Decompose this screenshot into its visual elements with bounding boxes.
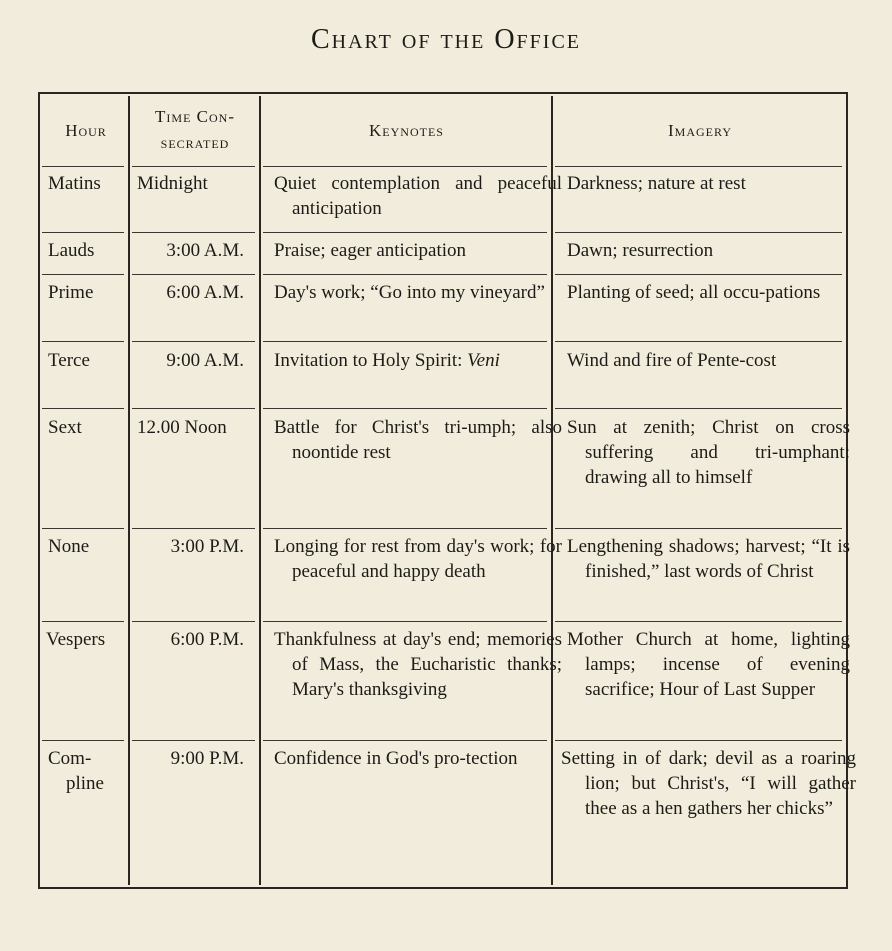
row-separator-line bbox=[42, 341, 124, 342]
row-separator-line bbox=[263, 166, 547, 167]
row-none-hour: None bbox=[48, 536, 90, 557]
row-terce-keynotes bbox=[274, 348, 562, 373]
row-prime-keynotes: Day's work; “Go into my vineyard” bbox=[274, 282, 545, 303]
header-imagery: Imagery bbox=[667, 121, 732, 140]
row-separator-line bbox=[42, 274, 124, 275]
row-separator-line bbox=[263, 621, 547, 622]
row-vespers-time: 6:00 P.M. bbox=[170, 629, 244, 650]
row-separator-line bbox=[555, 341, 842, 342]
row-matins-imagery: Darkness; nature at rest bbox=[567, 173, 746, 194]
row-separator-line bbox=[42, 408, 124, 409]
row-separator-line bbox=[132, 341, 255, 342]
row-prime-hour: Prime bbox=[48, 282, 94, 303]
row-compline-hour-line1: Com- bbox=[48, 748, 92, 769]
row-sext-imagery: Sun at zenith; Christ on cross suffering and tri-umphant: drawing all to himself bbox=[567, 417, 850, 488]
row-prime-imagery: Planting of seed; all occu-pations bbox=[567, 282, 821, 303]
row-separator-line bbox=[132, 232, 255, 233]
row-sext-keynotes: Battle for Christ's tri-umph; also noontide rest bbox=[274, 417, 562, 463]
row-terce-time: 9:00 A.M. bbox=[166, 350, 244, 371]
column-divider-1 bbox=[128, 96, 130, 885]
row-sext-time: 12.00 Noon bbox=[137, 417, 227, 438]
row-lauds-keynotes: Praise; eager anticipation bbox=[274, 240, 467, 261]
row-vespers-imagery: Mother Church at home, lighting lamps; incense of evening sacrifice; Hour of Last Supper bbox=[567, 629, 850, 700]
row-separator-line bbox=[132, 274, 255, 275]
header-keynotes: Keynotes bbox=[369, 121, 444, 140]
row-separator-line bbox=[132, 621, 255, 622]
row-compline-hour-line2: pline bbox=[66, 773, 104, 794]
row-vespers-hour: Vespers bbox=[46, 629, 106, 650]
office-chart-table bbox=[38, 92, 856, 889]
row-lauds-imagery: Dawn; resurrection bbox=[567, 240, 714, 261]
row-separator-line bbox=[42, 621, 124, 622]
row-compline-hour bbox=[48, 746, 126, 796]
row-separator-line bbox=[42, 740, 124, 741]
header-time-line2: secrated bbox=[160, 133, 230, 152]
row-separator-line bbox=[555, 621, 842, 622]
row-terce-hour: Terce bbox=[48, 350, 90, 371]
row-none-keynotes: Longing for rest from day's work; for peaceful and happy death bbox=[274, 536, 562, 582]
row-separator-line bbox=[555, 232, 842, 233]
row-separator-line bbox=[132, 166, 255, 167]
row-separator-line bbox=[132, 740, 255, 741]
table-border-bottom bbox=[38, 887, 848, 889]
row-compline-time: 9:00 P.M. bbox=[170, 748, 244, 769]
row-separator-line bbox=[555, 528, 842, 529]
table-border-top bbox=[38, 92, 848, 94]
row-separator-line bbox=[132, 408, 255, 409]
row-compline-imagery: Setting in of dark; devil as a roaring lion; but Christ's, “I will gather thee as a hen gathers her chicks” bbox=[561, 748, 856, 819]
row-none-imagery: Lengthening shadows; harvest; “It is finished,” last words of Christ bbox=[567, 536, 850, 582]
row-separator-line bbox=[263, 740, 547, 741]
header-time-line1: Time Con- bbox=[155, 107, 235, 126]
row-separator-line bbox=[132, 528, 255, 529]
row-lauds-hour: Lauds bbox=[48, 240, 95, 261]
row-separator-line bbox=[42, 232, 124, 233]
page-title: Chart of the Office bbox=[310, 24, 582, 55]
row-vespers-keynotes: Thankfulness at day's end; memories of Mass, the Eucharistic thanks; Mary's thanksgiving bbox=[274, 629, 562, 700]
row-prime-time: 6:00 A.M. bbox=[166, 282, 244, 303]
row-none-time: 3:00 P.M. bbox=[170, 536, 244, 557]
row-separator-line bbox=[555, 740, 842, 741]
row-separator-line bbox=[263, 274, 547, 275]
row-terce-keynotes-italic: Veni bbox=[467, 350, 500, 371]
column-divider-2 bbox=[259, 96, 261, 885]
row-separator-line bbox=[42, 528, 124, 529]
row-separator-line bbox=[555, 274, 842, 275]
row-terce-keynotes-text: Invitation to Holy Spirit: bbox=[274, 350, 463, 371]
row-separator-line bbox=[555, 408, 842, 409]
row-terce-imagery: Wind and fire of Pente-cost bbox=[567, 350, 777, 371]
row-lauds-time: 3:00 A.M. bbox=[166, 240, 244, 261]
row-separator-line bbox=[555, 166, 842, 167]
row-matins-hour: Matins bbox=[48, 173, 101, 194]
row-separator-line bbox=[263, 528, 547, 529]
table-border-left bbox=[38, 92, 40, 889]
header-time bbox=[134, 104, 256, 156]
row-separator-line bbox=[263, 341, 547, 342]
row-separator-line bbox=[42, 166, 124, 167]
row-separator-line bbox=[263, 232, 547, 233]
row-sext-hour: Sext bbox=[48, 417, 82, 438]
header-hour: Hour bbox=[65, 121, 107, 140]
row-compline-keynotes: Confidence in God's pro-tection bbox=[274, 748, 518, 769]
row-matins-time: Midnight bbox=[137, 173, 208, 194]
row-separator-line bbox=[263, 408, 547, 409]
row-matins-keynotes: Quiet contemplation and peaceful anticipation bbox=[274, 173, 562, 219]
